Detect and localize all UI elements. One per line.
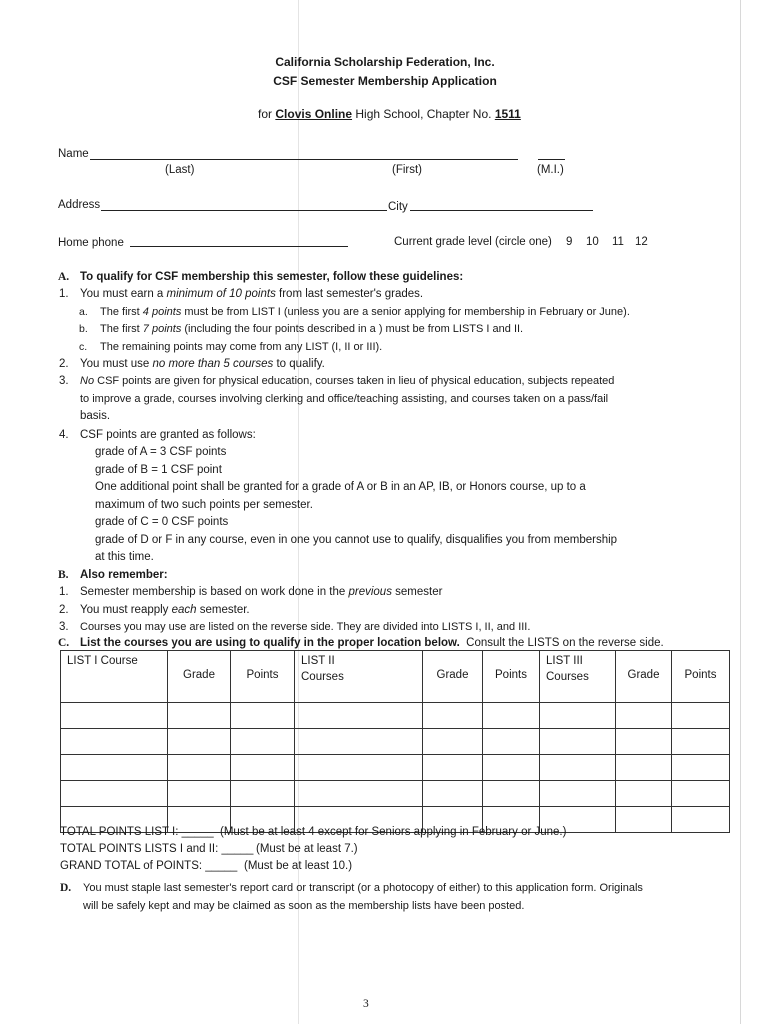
col-list2-grade: Grade [423, 651, 483, 703]
name-label: Name [58, 148, 89, 160]
grade-level-label: Current grade level (circle one) [394, 236, 552, 248]
a-item1-num: 1. [59, 288, 69, 300]
address-input-line[interactable] [101, 210, 387, 211]
school-suffix: High School, Chapter No. [355, 107, 492, 121]
school-name: Clovis Online [275, 107, 353, 121]
a-item3-line3: basis. [80, 410, 111, 422]
a-sub-b-text: The first 7 points (including the four points described in a ) must be from LISTS I and II. [100, 323, 524, 335]
grade-level-12[interactable]: 12 [635, 236, 648, 248]
b-item2-text: You must reapply each semester. [80, 604, 250, 616]
grade-df-line1: grade of D or F in any course, even in one you cannot use to qualify, disqualifies you from membership [95, 534, 618, 546]
a-item2-num: 2. [59, 358, 69, 370]
a-sub-b-letter: b. [79, 323, 88, 335]
total-list12-note: (Must be at least 7.) [256, 843, 358, 855]
col-list1-course: LIST I Course [61, 651, 168, 703]
a-item3-num: 3. [59, 375, 69, 387]
grade-b-rule: grade of B = 1 CSF point [95, 464, 222, 476]
mi-hint: (M.I.) [537, 164, 564, 176]
section-b-title: Also remember: [80, 569, 168, 581]
table-row [61, 703, 730, 729]
col-list2-points: Points [483, 651, 540, 703]
first-hint: (First) [392, 164, 423, 176]
table-row [61, 755, 730, 781]
grade-level-10[interactable]: 10 [586, 236, 599, 248]
extra-point-line2: maximum of two such points per semester. [95, 499, 313, 511]
section-a-title: To qualify for CSF membership this semester, follow these guidelines: [80, 271, 464, 283]
b-item1-num: 1. [59, 586, 69, 598]
b-item3-num: 3. [59, 621, 69, 633]
a-item4-text: CSF points are granted as follows: [80, 429, 256, 441]
a-sub-a-letter: a. [79, 306, 88, 318]
grand-total-note: (Must be at least 10.) [244, 860, 353, 872]
mi-input-line[interactable] [538, 159, 565, 160]
last-hint: (Last) [165, 164, 195, 176]
col-list1-grade: Grade [168, 651, 231, 703]
col-list3-points: Points [672, 651, 730, 703]
chapter-number: 1511 [494, 107, 521, 121]
section-a-letter: A. [58, 271, 70, 283]
section-b-letter: B. [58, 569, 69, 581]
table-row [61, 729, 730, 755]
b-item3-text: Courses you may use are listed on the reverse side. They are divided into LISTS I, II, and III. [80, 621, 531, 633]
col-list3-courses: LIST III Courses [540, 651, 616, 703]
scan-edge-line [740, 0, 741, 1024]
page-number: 3 [363, 998, 369, 1010]
org-name: California Scholarship Federation, Inc. [275, 55, 495, 69]
phone-label: Home phone [58, 237, 124, 249]
a-item2-text: You must use no more than 5 courses to qualify. [80, 358, 325, 370]
table-header-row [61, 651, 730, 703]
grade-level-11[interactable]: 11 [612, 236, 624, 248]
a-sub-c-letter: c. [79, 341, 88, 353]
total-list1-note: (Must be at least 4 except for Seniors applying in February or June.) [220, 826, 567, 838]
a-item3-line1: No CSF points are given for physical education, courses taken in lieu of physical education, subjects repeated [80, 375, 615, 387]
total-list12[interactable]: TOTAL POINTS LISTS I and II: _____ [60, 843, 254, 855]
b-item1-text: Semester membership is based on work done in the previous semester [80, 586, 443, 598]
total-list1[interactable]: TOTAL POINTS LIST I: _____ [60, 826, 214, 838]
grade-a-rule: grade of A = 3 CSF points [95, 446, 227, 458]
form-title: CSF Semester Membership Application [273, 74, 497, 88]
a-sub-a-text: The first 4 points must be from LIST I (unless you are a senior applying for membership in February or June). [100, 306, 630, 318]
a-item1-text: You must earn a minimum of 10 points from last semester's grades. [80, 288, 424, 300]
name-input-line[interactable] [90, 159, 518, 160]
city-label: City [388, 201, 408, 213]
grade-df-line2: at this time. [95, 551, 154, 563]
a-item4-num: 4. [59, 429, 69, 441]
for-label: for [258, 107, 273, 121]
section-c-title: List the courses you are using to qualify in the proper location below. [80, 637, 460, 649]
col-list1-points: Points [231, 651, 295, 703]
phone-input-line[interactable] [130, 246, 348, 247]
city-input-line[interactable] [410, 210, 593, 211]
school-line [258, 107, 521, 121]
a-sub-c-text: The remaining points may come from any LIST (I, II or III). [100, 341, 383, 353]
a-item3-line2: to improve a grade, courses involving clerking and office/teaching assisting, and courses taken on a pass/fail [80, 393, 609, 405]
section-d-line2: will be safely kept and may be claimed as soon as the membership lists have been posted. [83, 900, 525, 912]
grand-total[interactable]: GRAND TOTAL of POINTS: _____ [60, 860, 238, 872]
col-list3-grade: Grade [616, 651, 672, 703]
table-row [61, 781, 730, 807]
grade-c-rule: grade of C = 0 CSF points [95, 516, 229, 528]
grade-level-9[interactable]: 9 [566, 236, 573, 248]
b-item2-num: 2. [59, 604, 69, 616]
section-d-letter: D. [60, 882, 72, 894]
col-list2-courses: LIST II Courses [295, 651, 423, 703]
section-c-note: Consult the LISTS on the reverse side. [466, 637, 664, 649]
section-c-letter: C. [58, 637, 70, 649]
extra-point-line1: One additional point shall be granted for a grade of A or B in an AP, IB, or Honors course, up to a [95, 481, 586, 493]
section-c-line [80, 636, 664, 650]
section-d-line1: You must staple last semester's report card or transcript (or a photocopy of either) to this application form. Originals [83, 882, 643, 894]
course-table [60, 650, 730, 833]
address-label: Address [58, 199, 101, 211]
